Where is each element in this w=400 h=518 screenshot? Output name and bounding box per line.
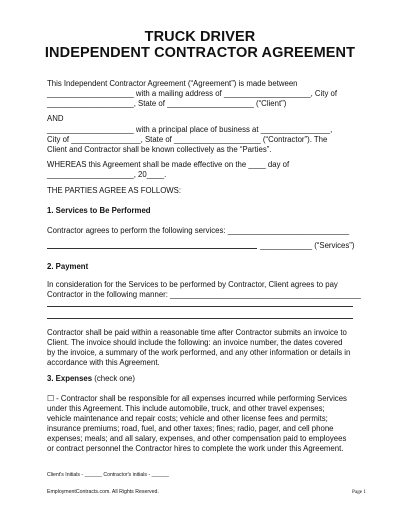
intro-line-4: ____________________ with a principal place of business at ________________,	[47, 125, 333, 134]
section-1-line-1: Contractor agrees to perform the following services: ____________________________	[47, 226, 350, 235]
initials-line: Client's Initials - ______ Contractor's initials - ______	[47, 472, 169, 478]
section-3-line-5: expenses; meals; and all salary, expenses, and other compensation paid to employees	[47, 434, 347, 443]
whereas-line-2: ____________________, 20____.	[47, 170, 167, 179]
section-3-line-3: vehicle maintenance and repair costs; vehicle and other license fees and permits;	[47, 414, 328, 423]
intro-line-6: Client and Contractor shall be known collectively as the “Parties”.	[47, 145, 272, 154]
parties-agree-statement: THE PARTIES AGREE AS FOLLOWS:	[47, 186, 182, 195]
intro-line-2: ____________________ with a mailing address of ____________________, City of	[47, 89, 338, 98]
section-2-blank-line-1	[47, 306, 353, 307]
section-1-blank-line	[47, 248, 257, 249]
section-3-heading-note: (check one)	[94, 374, 135, 383]
section-3-line-1: ☐ - Contractor shall be responsible for all expenses incurred while performing Services	[47, 394, 347, 403]
section-2-para-2-line-4: accordance with this Agreement.	[47, 358, 160, 367]
section-2-para-2-line-1: Contractor shall be paid within a reasonable time after Contractor submits an invoice to	[47, 328, 347, 337]
section-1-heading: 1. Services to Be Performed	[47, 206, 151, 215]
section-3-line-6: or contract personnel the Contractor hires to complete the work under this Agreement.	[47, 444, 344, 453]
section-2-line-2: Contractor in the following manner: ____________________________________________	[47, 290, 361, 299]
section-2-line-1: In consideration for the Services to be performed by Contractor, Client agrees to pay	[47, 280, 338, 289]
section-3-heading: 3. Expenses	[47, 374, 93, 383]
section-3-heading-row	[47, 374, 367, 384]
section-1-line-2: ____________ (“Services”)	[260, 241, 355, 250]
intro-and: AND	[47, 114, 64, 123]
document-title-line-1: TRUCK DRIVER	[144, 29, 256, 45]
section-3-line-2: under this Agreement. This include automobile, truck, and other travel expenses;	[47, 404, 325, 413]
section-2-blank-line-2	[47, 318, 353, 319]
page-number: Page 1	[352, 489, 366, 495]
intro-line-5: City of ________________, State of ____________________ (“Contractor”). The	[47, 135, 328, 144]
whereas-line-1: WHEREAS this Agreement shall be made effective on the ____ day of	[47, 160, 290, 169]
section-3-line-4: insurance premiums; road, fuel, and other taxes; fines; radio, pager, and cell phone	[47, 424, 334, 433]
copyright-notice: EmploymentContracts.com. All Rights Reserved.	[47, 489, 159, 495]
intro-line-1: This Independent Contractor Agreement (“Agreement”) is made between	[47, 79, 298, 88]
section-2-heading: 2. Payment	[47, 262, 89, 271]
document-title-line-2: INDEPENDENT CONTRACTOR AGREEMENT	[44, 45, 356, 61]
section-2-para-2-line-2: Client. The invoice should include the following: an invoice number, the dates covered	[47, 338, 343, 347]
intro-line-3: ____________________, State of ____________________ (“Client”)	[47, 99, 287, 108]
section-2-para-2-line-3: by the invoice, a summary of the work performed, and any other information or details in	[47, 348, 351, 357]
